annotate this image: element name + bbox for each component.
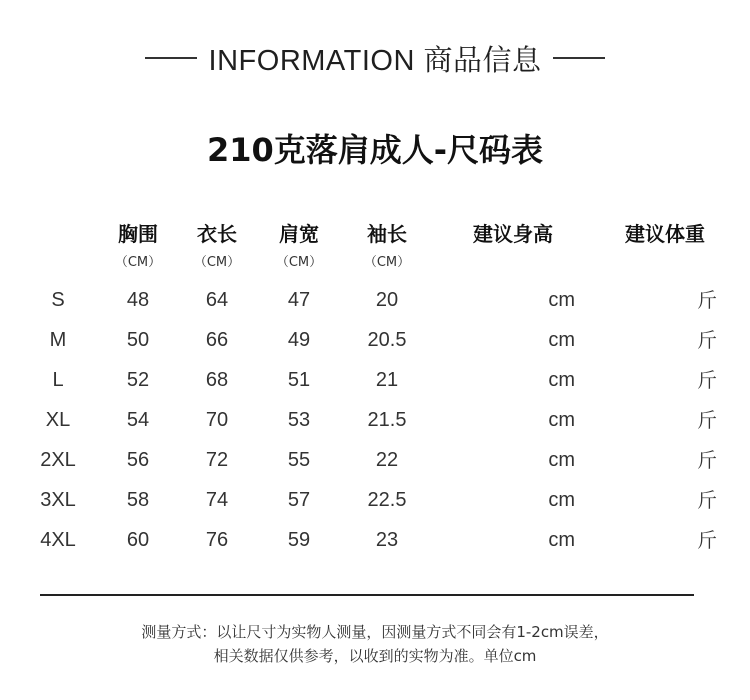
height-cell: cm [548, 489, 575, 511]
header-left-rule [145, 57, 197, 59]
sleeve-cell: 20 [375, 289, 399, 311]
size-cell: M [49, 329, 67, 351]
column-header-chest [115, 218, 161, 270]
chest-cell: 58 [126, 489, 150, 511]
weight-cell: 斤 [697, 448, 717, 472]
shoulder-cell: 55 [287, 449, 311, 471]
shoulder-cell: 57 [287, 489, 311, 511]
column-header-sleeve [364, 218, 410, 270]
column-label: 胸围 [117, 222, 158, 246]
height-cell: cm [548, 409, 575, 431]
height-cell: cm [548, 329, 575, 351]
column-label: 衣长 [196, 222, 237, 246]
sleeve-cell: 23 [375, 529, 399, 551]
table-row [0, 285, 750, 315]
size-cell: 4XL [40, 529, 76, 551]
sleeve-cell: 21.5 [367, 409, 407, 431]
table-row [0, 325, 750, 355]
size-cell: L [52, 369, 64, 391]
table-row [0, 365, 750, 395]
chest-cell: 54 [126, 409, 150, 431]
shoulder-cell: 59 [287, 529, 311, 551]
chest-cell: 60 [126, 529, 150, 551]
shoulder-cell: 47 [287, 289, 311, 311]
page-title: 210克落肩成人-尺码表 [206, 131, 544, 169]
weight-cell: 斤 [697, 528, 717, 552]
length-cell: 74 [205, 489, 229, 511]
weight-cell: 斤 [697, 488, 717, 512]
chest-cell: 56 [126, 449, 150, 471]
shoulder-cell: 49 [287, 329, 311, 351]
column-header-weight [625, 218, 705, 247]
column-label: 建议身高 [473, 222, 553, 246]
weight-cell: 斤 [697, 288, 717, 312]
column-label: 建议体重 [625, 222, 705, 246]
sleeve-cell: 22 [375, 449, 399, 471]
length-cell: 68 [205, 369, 229, 391]
header-text: INFORMATION 商品信息 [208, 44, 542, 77]
table-row [0, 445, 750, 475]
column-unit: （CM） [275, 255, 323, 270]
shoulder-cell: 51 [287, 369, 311, 391]
size-cell: 3XL [40, 489, 76, 511]
length-cell: 66 [205, 329, 229, 351]
column-unit: （CM） [363, 255, 411, 270]
measurement-note-line2: 相关数据仅供参考，以收到的实物为准。单位cm [213, 647, 537, 665]
column-header-shoulder [276, 218, 322, 270]
height-cell: cm [548, 529, 575, 551]
column-header-height [473, 218, 553, 247]
divider [40, 594, 694, 596]
size-cell: S [51, 289, 65, 311]
info-header [0, 36, 750, 80]
sleeve-cell: 20.5 [367, 329, 407, 351]
column-unit: （CM） [193, 255, 241, 270]
chest-cell: 50 [126, 329, 150, 351]
column-header-length [194, 218, 240, 270]
height-cell: cm [548, 449, 575, 471]
sleeve-cell: 22.5 [367, 489, 407, 511]
height-cell: cm [548, 369, 575, 391]
weight-cell: 斤 [697, 408, 717, 432]
length-cell: 72 [205, 449, 229, 471]
height-cell: cm [548, 289, 575, 311]
length-cell: 76 [205, 529, 229, 551]
weight-cell: 斤 [697, 368, 717, 392]
shoulder-cell: 53 [287, 409, 311, 431]
length-cell: 70 [205, 409, 229, 431]
column-label: 肩宽 [278, 222, 319, 246]
weight-cell: 斤 [697, 328, 717, 352]
size-cell: XL [45, 409, 71, 431]
length-cell: 64 [205, 289, 229, 311]
chest-cell: 48 [126, 289, 150, 311]
column-label: 袖长 [366, 222, 407, 246]
table-row [0, 405, 750, 435]
table-row [0, 525, 750, 555]
header-right-rule [553, 57, 605, 59]
table-row [0, 485, 750, 515]
chest-cell: 52 [126, 369, 150, 391]
measurement-note-line1: 测量方式：以让尺寸为实物人测量，因测量方式不同会有1-2cm误差， [141, 623, 609, 641]
column-unit: （CM） [114, 255, 162, 270]
size-cell: 2XL [40, 449, 76, 471]
sleeve-cell: 21 [375, 369, 399, 391]
